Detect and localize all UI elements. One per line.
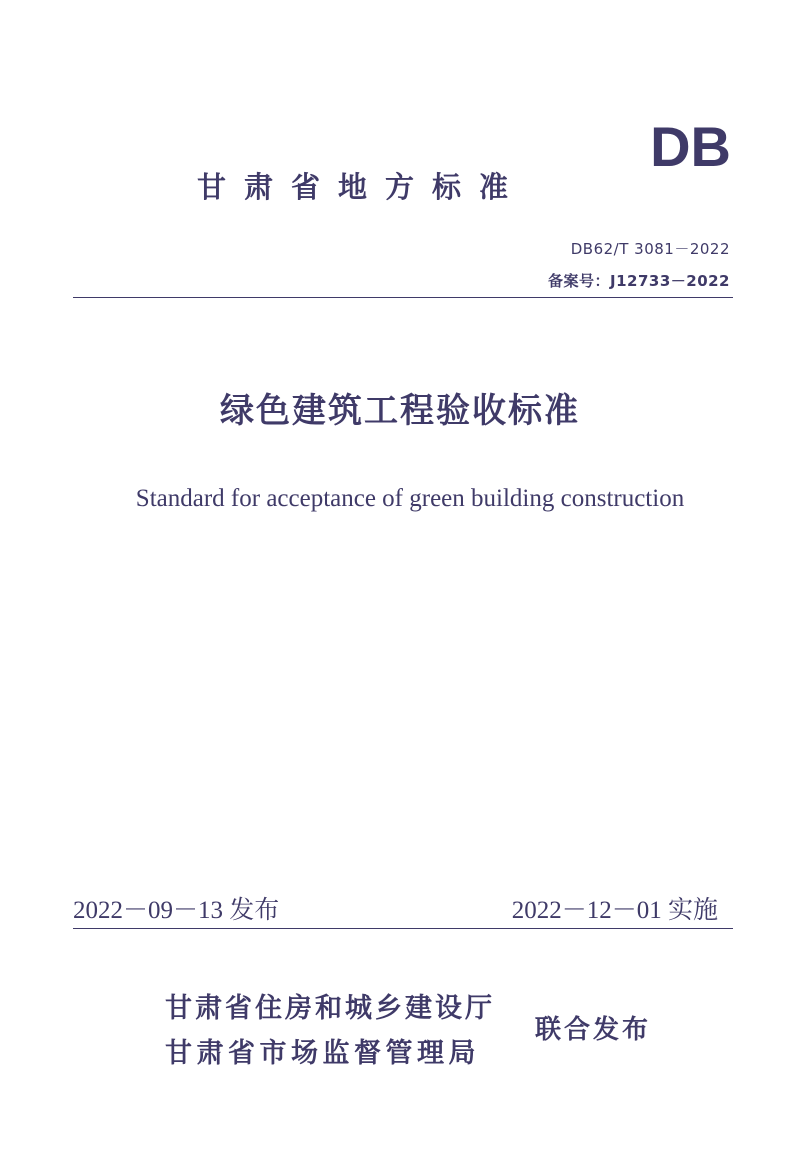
- top-divider: [73, 297, 733, 298]
- issuer-housing-department: 甘肃省住房和城乡建设厅: [165, 993, 495, 1024]
- db-mark: DB: [650, 115, 731, 178]
- issuer-market-regulation: 甘肃省市场监督管理局: [165, 1038, 480, 1069]
- bottom-divider: [73, 928, 733, 929]
- main-title: 绿色建筑工程验收标准: [220, 391, 580, 431]
- series-title: 甘肃省地方标准: [197, 170, 527, 204]
- standard-number: DB62/T 3081－2022: [570, 240, 730, 258]
- effective-date: 2022－12－01 实施: [511, 897, 718, 924]
- english-title: Standard for acceptance of green building construction: [135, 485, 685, 512]
- joint-issue-label: 联合发布: [535, 1015, 652, 1045]
- record-number: 备案号：J12733－2022: [547, 272, 730, 290]
- issue-date: 2022－09－13 发布: [73, 897, 280, 924]
